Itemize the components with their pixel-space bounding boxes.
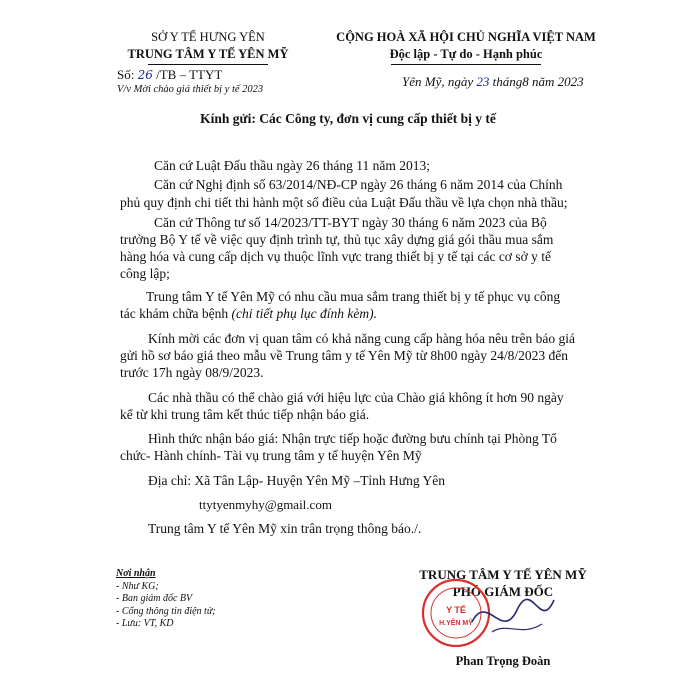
handwritten-signature bbox=[462, 582, 572, 652]
para-3-line-2: trưởng Bộ Y tế về việc quy định trình tự, thủ tục xây dựng giá gói thầu mua sắm bbox=[120, 232, 554, 247]
org-header bbox=[108, 29, 308, 65]
para-3-line-1: Căn cứ Thông tư số 14/2023/TT-BYT ngày 30 tháng 6 năm 2023 của Bộ bbox=[154, 215, 547, 230]
doc-number-value: 26 bbox=[137, 68, 153, 82]
national-header bbox=[318, 29, 614, 65]
signature-title: PHÓ GIÁM ĐỐC bbox=[452, 584, 554, 599]
recipient-line: Kính gửi: Các Công ty, đơn vị cung cấp thiết bị y tế bbox=[200, 111, 496, 126]
date-suffix: tháng8 năm 2023 bbox=[489, 74, 584, 89]
email-link[interactable]: ttytyenmyhy@gmail.com bbox=[199, 497, 332, 512]
para-5-line-3: trước 17h ngày 08/9/2023. bbox=[120, 365, 264, 380]
recipient-item: - Như KG; bbox=[116, 580, 159, 592]
doc-number bbox=[117, 67, 222, 83]
appendix-note: (chi tiết phụ lục đính kèm). bbox=[231, 306, 377, 321]
para-6-line-1: Các nhà thầu có thể chào giá với hiệu lực của Chào giá không ít hơn 90 ngày bbox=[148, 390, 564, 405]
recipient-item: - Ban giám đốc BV bbox=[116, 593, 193, 604]
para-2-line-1: Căn cứ Nghị định số 63/2014/NĐ-CP ngày 26 tháng 6 năm 2014 của Chính bbox=[154, 177, 563, 192]
motto: Độc lập - Tự do - Hạnh phúc bbox=[389, 47, 543, 61]
signer-name: Phan Trọng Đoàn bbox=[455, 654, 551, 668]
motto-underline bbox=[391, 64, 541, 65]
doc-number-label: Số: bbox=[117, 67, 138, 82]
org-name: TRUNG TÂM Y TẾ YÊN MỸ bbox=[127, 47, 289, 61]
para-5-line-1: Kính mời các đơn vị quan tâm có khả năng cung cấp hàng hóa nêu trên báo giá bbox=[148, 331, 576, 346]
doc-date bbox=[402, 74, 584, 90]
para-1: Căn cứ Luật Đấu thầu ngày 26 tháng 11 năm 2013; bbox=[154, 158, 431, 173]
recipients-list bbox=[116, 568, 216, 631]
nation-title: CỘNG HOÀ XÃ HỘI CHỦ NGHĨA VIỆT NAM bbox=[336, 30, 596, 44]
stamp-ring-text: H.YÊN MỸ bbox=[439, 620, 473, 627]
doc-number-suffix: /TB – TTYT bbox=[152, 67, 223, 82]
para-4-line-2 bbox=[120, 305, 377, 322]
doc-subject: V/v Mời chào giá thiết bị y tế 2023 bbox=[117, 84, 264, 95]
para-2-line-2: phủ quy định chi tiết thi hành một số điều của Luật Đấu thầu về lựa chọn nhà thầu; bbox=[120, 195, 568, 210]
date-prefix: Yên Mỹ, ngày bbox=[402, 74, 477, 89]
signature-org: TRUNG TÂM Y TẾ YÊN MỸ bbox=[419, 567, 587, 582]
para-3-line-4: công lập; bbox=[120, 266, 170, 281]
org-underline bbox=[148, 64, 268, 65]
org-parent: SỞ Y TẾ HƯNG YÊN bbox=[151, 30, 265, 44]
address-line: Địa chỉ: Xã Tân Lập- Huyện Yên Mỹ –Tỉnh Hưng Yên bbox=[148, 473, 445, 488]
para-7-line-2: chức- Hành chính- Tài vụ trung tâm y tế huyện Yên Mỹ bbox=[120, 448, 422, 463]
para-6-line-2: kể từ khi trung tâm kết thúc tiếp nhận báo giá. bbox=[120, 407, 370, 422]
recipient-item: - Lưu: VT, KD bbox=[116, 618, 174, 629]
para-5-line-2: gửi hồ sơ báo giá theo mẫu về Trung tâm y tế Yên Mỹ từ 8h00 ngày 24/8/2023 đến bbox=[120, 348, 568, 363]
para-7-line-1: Hình thức nhận báo giá: Nhận trực tiếp hoặc đường bưu chính tại Phòng Tổ bbox=[148, 431, 557, 446]
para-4-line-1: Trung tâm Y tế Yên Mỹ có nhu cầu mua sắm trang thiết bị y tế phục vụ công bbox=[146, 289, 561, 304]
recipients-title: Nơi nhận bbox=[116, 568, 156, 579]
para-3-line-3: hàng hóa và cung cấp dịch vụ thuộc lĩnh vực trang thiết bị y tế tại các cơ sở y tế bbox=[120, 249, 551, 264]
closing-line: Trung tâm Y tế Yên Mỹ xin trân trọng thông báo./. bbox=[148, 521, 422, 536]
date-day: 23 bbox=[476, 74, 490, 89]
para-4-text: tác khám chữa bệnh bbox=[120, 306, 232, 321]
recipient-item: - Cổng thông tin điện tử; bbox=[116, 605, 216, 617]
stamp-text: Y TẾ bbox=[446, 605, 466, 615]
